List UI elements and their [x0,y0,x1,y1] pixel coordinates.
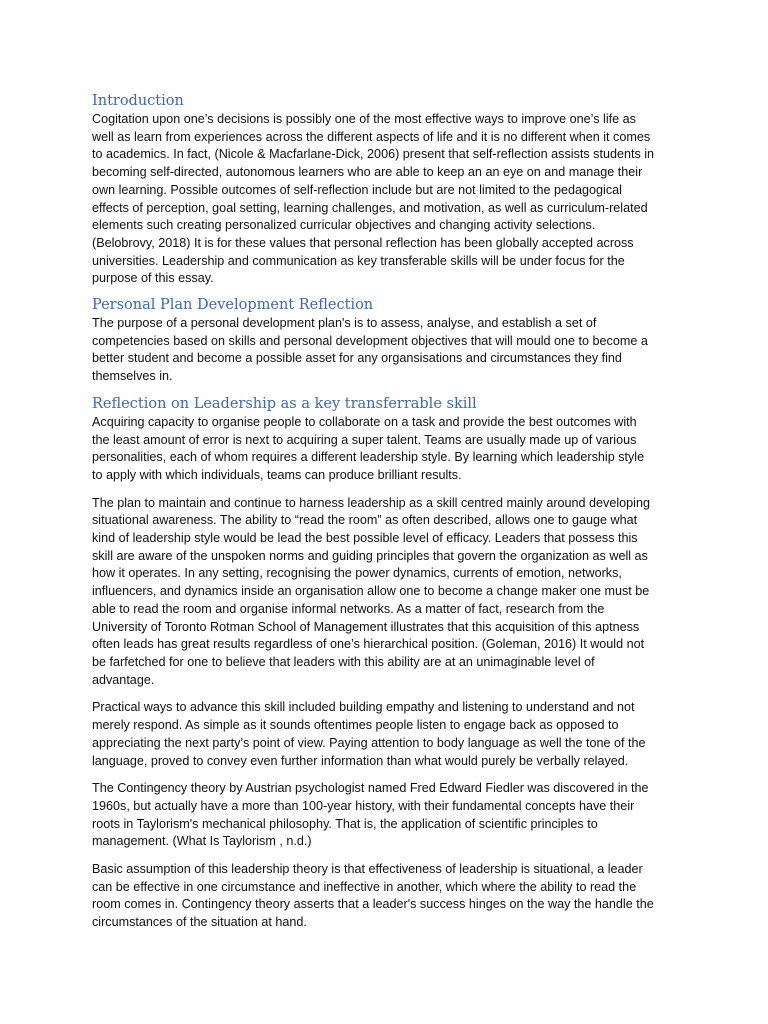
leadership-paragraph-4 [92,780,682,851]
text-line: skill are aware of the unspoken norms and guiding principles that govern the organization as well as [92,548,648,563]
leadership-paragraph-1 [92,414,682,485]
text-line: competencies based on skills and personal development objectives that will mould one to become a [92,333,648,348]
text-line: 1960s, but actually have a more than 100-year history, with their fundamental concepts have their [92,798,635,813]
text-line: Cogitation upon one’s decisions is possibly one of the most effective ways to improve one’s life as [92,112,636,126]
text-line: to apply with which individuals, teams can produce brilliant results. [92,467,462,482]
leadership-paragraph-2 [92,495,682,690]
text-line: influencers, and dynamics inside an organisation allow one to become a change maker one must be [92,584,650,599]
text-line: how it operates. In any setting, recognising the power dynamics, currents of emotion, networks, [92,566,622,581]
text-line: becoming self-directed, autonomous learners who are able to keep an an eye on and manage their [92,165,643,180]
personal-plan-heading: Personal Plan Development Reflection [92,297,374,314]
text-line: themselves in. [92,369,173,384]
document-body [92,88,682,932]
text-line: The purpose of a personal development plan's is to assess, analyse, and establish a set of [92,316,597,331]
text-line: personalities, each of whom requires a different leadership style. By learning which leadership style [92,450,645,465]
text-line: circumstances of the situation at hand. [92,915,307,930]
leadership-paragraph-3 [92,699,682,770]
text-line: The Contingency theory by Austrian psychologist named Fred Edward Fiedler was discovered in the [92,781,649,796]
introduction-paragraph [92,111,682,288]
text-line: (Belobrovy, 2018) It is for these values that personal reflection has been globally accepted across [92,235,634,250]
leadership-paragraph-5 [92,861,682,932]
text-line: language, proved to convey even further information than what would purely be verbally relayed. [92,753,629,768]
text-line: elements such creating personalized curricular objectives and changing activity selections. [92,218,596,233]
text-line: situational awareness. The ability to “read the room” as often described, allows one to gauge what [92,513,638,528]
text-line: merely respond. As simple as it sounds oftentimes people listen to engage back as opposed to [92,718,619,733]
text-line: roots in Taylorism's mechanical philosophy. That is, the application of scientific principles to [92,816,598,831]
text-line: better student and become a possible asset for any organsisations and circumstances they find [92,351,622,366]
text-line: be farfetched for one to believe that leaders with this ability are at an unimaginable level of [92,654,595,669]
text-line: can be effective in one circumstance and ineffective in another, which where the ability to read the [92,879,637,894]
personal-plan-paragraph [92,315,682,386]
text-line: room comes in. Contingency theory asserts that a leader's success hinges on the way the handle the [92,897,654,912]
text-line: management. (What Is Taylorism , n.d.) [92,834,312,849]
introduction-heading: Introduction [92,93,184,109]
text-line: purpose of this essay. [92,271,214,286]
text-line: often leads has great results regardless of one’s hierarchical position. (Goleman, 2016) It would not [92,637,645,652]
text-line: University of Toronto Rotman School of Management illustrates that this acquisition of this aptness [92,619,640,634]
text-line: The plan to maintain and continue to harness leadership as a skill centred mainly around developing [92,495,650,510]
text-line: able to read the room and organise informal networks. As a matter of fact, research from the [92,601,605,616]
text-line: advantage. [92,672,155,687]
text-line: the least amount of error is next to acquiring a super talent. Teams are usually made up of various [92,432,637,447]
text-line: well as learn from experiences across the different aspects of life and it is no different when it comes [92,129,651,144]
text-line: kind of leadership style would be lead the best possible level of efficacy. Leaders that possess this [92,531,638,546]
text-line: universities. Leadership and communication as key transferable skills will be under focus for the [92,253,625,268]
text-line: effects of perception, goal setting, learning challenges, and motivation, as well as curriculum-related [92,200,648,215]
text-line: Basic assumption of this leadership theory is that effectiveness of leadership is situational, a leader [92,862,643,877]
text-line: appreciating the next party’s point of view. Paying attention to body language as well the tone of the [92,735,646,750]
text-line: own learning. Possible outcomes of self-reflection include but are not limited to the pedagogical [92,182,622,197]
text-line: to academics. In fact, (Nicole & Macfarlane-Dick, 2006) present that self-reflection assists students in [92,147,655,162]
text-line: Practical ways to advance this skill included building empathy and listening to understand and not [92,700,635,715]
leadership-heading: Reflection on Leadership as a key transferrable skill [92,395,477,412]
text-line: Acquiring capacity to organise people to collaborate on a task and provide the best outcomes with [92,414,637,429]
